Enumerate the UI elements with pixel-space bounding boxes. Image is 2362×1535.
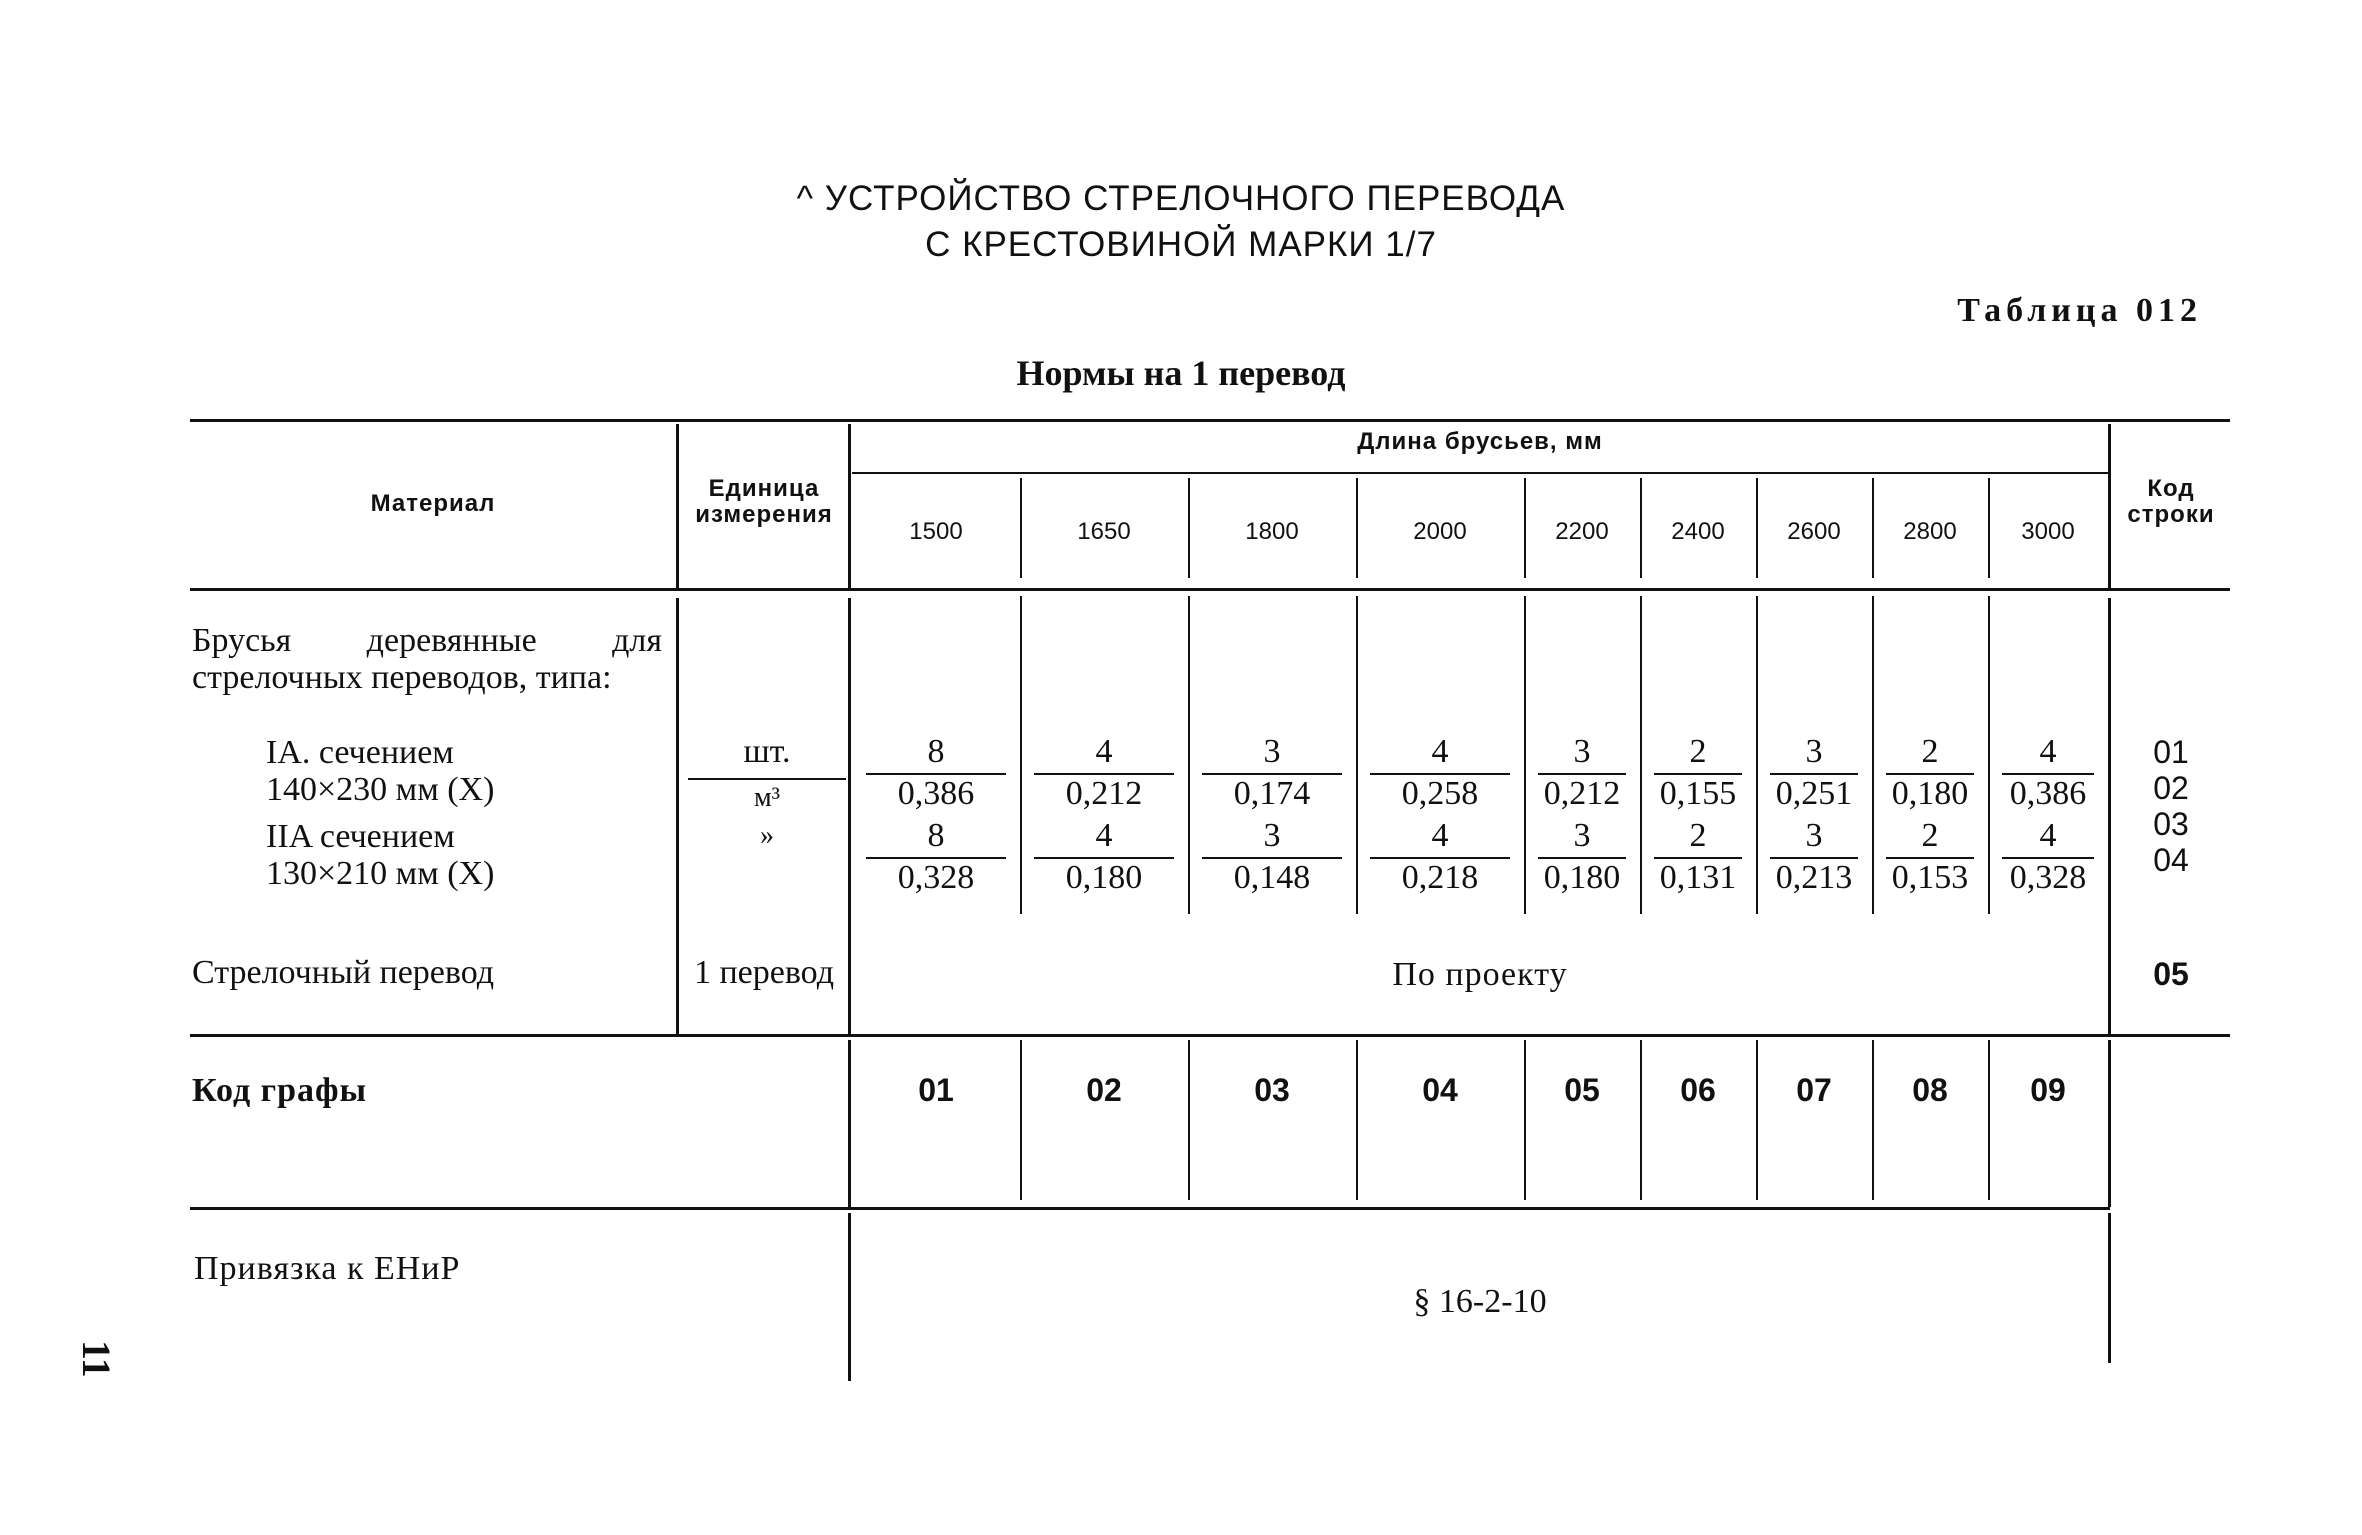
vrule-rowcode xyxy=(2108,424,2111,588)
row-code-01: 01 xyxy=(2153,734,2189,770)
column-code-07: 07 xyxy=(1796,1072,1832,1108)
fraction-volume: 0,131 xyxy=(1659,859,1737,896)
fraction-count: 4 xyxy=(2039,733,2057,770)
length-col-sep-codes xyxy=(1524,1040,1526,1200)
rule-codes-bottom xyxy=(190,1207,2110,1210)
fraction-count: 8 xyxy=(927,817,945,854)
length-col-sep-codes xyxy=(1988,1040,1990,1200)
fraction-count: 3 xyxy=(1263,733,1281,770)
fraction-volume: 0,328 xyxy=(897,859,975,896)
column-code-label: Код графы xyxy=(192,1072,368,1109)
table-subtitle: Нормы на 1 перевод xyxy=(1016,353,1346,393)
length-header-2800: 2800 xyxy=(1903,518,1957,545)
vrule-unit xyxy=(848,424,851,588)
fraction-volume: 0,148 xyxy=(1233,859,1311,896)
rule-body-bottom xyxy=(190,1034,2230,1037)
column-code-05: 05 xyxy=(1564,1072,1600,1108)
length-header-3000: 3000 xyxy=(2021,518,2075,545)
page-number: 11 xyxy=(74,1340,119,1378)
length-header-2000: 2000 xyxy=(1413,518,1467,545)
switch-material: Стрелочный перевод xyxy=(192,954,495,991)
vrule-material-body xyxy=(676,598,679,1034)
material-ia-line2: 140×230 мм (X) xyxy=(266,771,495,808)
length-col-sep-codes xyxy=(1640,1040,1642,1200)
row-code-02: 02 xyxy=(2153,770,2189,806)
row-code-03: 03 xyxy=(2153,806,2189,842)
length-col-sep-codes xyxy=(1872,1040,1874,1200)
vrule-code-row xyxy=(848,1040,851,1207)
vrule-rowcode-codes xyxy=(2108,1040,2111,1207)
fraction-volume: 0,386 xyxy=(897,775,975,812)
column-code-01: 01 xyxy=(918,1072,954,1108)
length-header-1650: 1650 xyxy=(1077,518,1131,545)
fraction-count: 4 xyxy=(1431,733,1449,770)
length-header-1800: 1800 xyxy=(1245,518,1299,545)
fraction-count: 3 xyxy=(1263,817,1281,854)
fraction-volume: 0,212 xyxy=(1543,775,1621,812)
fraction-count: 3 xyxy=(1805,733,1823,770)
length-header-2600: 2600 xyxy=(1787,518,1841,545)
fraction-volume: 0,251 xyxy=(1775,775,1853,812)
title-line-2: С КРЕСТОВИНОЙ МАРКИ 1/7 xyxy=(925,225,1437,264)
unit-cubic-meters: м³ xyxy=(753,782,781,813)
header-length-group: Длина брусьев, мм xyxy=(1357,428,1603,455)
fraction-count: 4 xyxy=(1431,817,1449,854)
vrule-rowcode-enir xyxy=(2108,1213,2111,1363)
length-col-sep-codes xyxy=(1756,1040,1758,1200)
fraction-count: 8 xyxy=(927,733,945,770)
material-iia-line1: IIA сечением xyxy=(266,818,455,855)
switch-row-code: 05 xyxy=(2153,956,2189,992)
switch-unit: 1 перевод xyxy=(693,954,835,991)
fraction-volume: 0,328 xyxy=(2009,859,2087,896)
header-material: Материал xyxy=(370,490,496,517)
table-number: Таблица 012 xyxy=(1957,292,2202,329)
vrule-material xyxy=(676,424,679,588)
length-header-2400: 2400 xyxy=(1671,518,1725,545)
length-col-sep-codes xyxy=(1020,1040,1022,1200)
row-code-04: 04 xyxy=(2153,842,2189,878)
fraction-volume: 0,180 xyxy=(1891,775,1969,812)
vrule-enir xyxy=(848,1213,851,1381)
title-line-1: ^ УСТРОЙСТВО СТРЕЛОЧНОГО ПЕРЕВОДА xyxy=(796,179,1566,218)
fraction-volume: 0,212 xyxy=(1065,775,1143,812)
length-header-2200: 2200 xyxy=(1555,518,1609,545)
rule-top xyxy=(190,419,2230,422)
fraction-count: 2 xyxy=(1921,817,1939,854)
fraction-count: 4 xyxy=(2039,817,2057,854)
column-code-03: 03 xyxy=(1254,1072,1290,1108)
header-unit: Единица измерения xyxy=(695,475,833,528)
column-code-08: 08 xyxy=(1912,1072,1948,1108)
fraction-volume: 0,213 xyxy=(1775,859,1853,896)
fraction-count: 2 xyxy=(1689,817,1707,854)
length-header-1500: 1500 xyxy=(909,518,963,545)
material-ia-line1: IA. сечением xyxy=(266,734,454,771)
fraction-volume: 0,155 xyxy=(1659,775,1737,812)
material-iia-line2: 130×210 мм (X) xyxy=(266,855,495,892)
material-group: Брусья деревянные для стрелочных переводов, типа: xyxy=(192,622,662,696)
fraction-volume: 0,258 xyxy=(1401,775,1479,812)
fraction-count: 2 xyxy=(1689,733,1707,770)
fraction-count: 3 xyxy=(1573,817,1591,854)
column-code-02: 02 xyxy=(1086,1072,1122,1108)
column-code-09: 09 xyxy=(2030,1072,2066,1108)
switch-value: По проекту xyxy=(1392,956,1568,993)
length-col-sep-codes xyxy=(1188,1040,1190,1200)
vrule-rowcode-body xyxy=(2108,598,2111,1034)
enir-label: Привязка к ЕНиР xyxy=(194,1250,461,1287)
fraction-volume: 0,174 xyxy=(1233,775,1311,812)
fraction-volume: 0,218 xyxy=(1401,859,1479,896)
fraction-count: 4 xyxy=(1095,817,1113,854)
fraction-count: 2 xyxy=(1921,733,1939,770)
header-row-code: Код строки xyxy=(2127,475,2215,528)
fraction-count: 3 xyxy=(1805,817,1823,854)
fraction-count: 4 xyxy=(1095,733,1113,770)
length-col-sep-codes xyxy=(1356,1040,1358,1200)
fraction-volume: 0,386 xyxy=(2009,775,2087,812)
fraction-volume: 0,180 xyxy=(1065,859,1143,896)
column-code-04: 04 xyxy=(1422,1072,1458,1108)
rule-length-group xyxy=(852,472,2110,474)
rule-header-bottom xyxy=(190,588,2230,591)
unit-pieces: шт. xyxy=(743,733,791,770)
fraction-count: 3 xyxy=(1573,733,1591,770)
enir-value: § 16-2-10 xyxy=(1413,1283,1547,1320)
column-code-06: 06 xyxy=(1680,1072,1716,1108)
fraction-volume: 0,153 xyxy=(1891,859,1969,896)
vrule-unit-body xyxy=(848,598,851,1034)
unit-same: » xyxy=(760,820,774,851)
fraction-volume: 0,180 xyxy=(1543,859,1621,896)
